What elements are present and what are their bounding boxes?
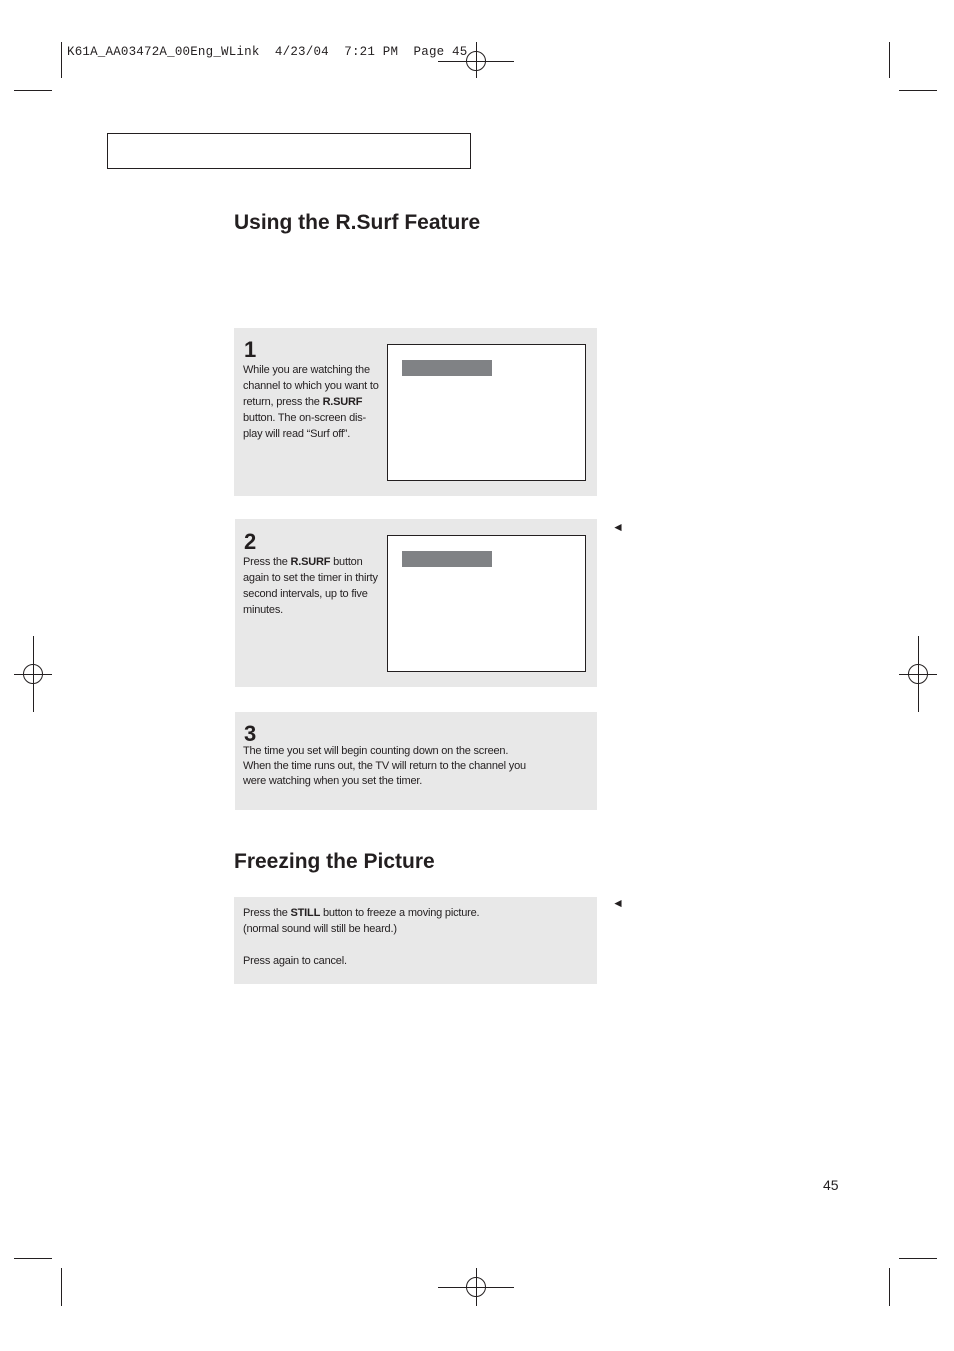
tv-screen-illustration xyxy=(387,344,586,481)
print-slug-line: K61A_AA03472A_00Eng_WLink 4/23/04 7:21 PM Page 45 xyxy=(67,45,468,59)
left-arrow-icon: ◄ xyxy=(612,896,624,910)
freeze-text: Press the STILL button to freeze a moving picture. (normal sound will still be heard.) Press again to cancel. xyxy=(243,907,480,967)
crop-mark xyxy=(61,42,62,78)
step-number: 3 xyxy=(244,721,257,746)
freeze-panel xyxy=(234,897,597,984)
crop-mark xyxy=(889,42,890,78)
step-text: The time you set will begin counting down on the screen. When the time runs out, the TV will return to the channel you were watching when you set the timer. xyxy=(243,745,526,787)
osd-bar xyxy=(402,360,492,376)
step-text: Press the R.SURF button again to set the timer in thirty second intervals, up to five minutes. xyxy=(243,556,378,616)
crop-mark xyxy=(889,1268,890,1306)
step-2-panel xyxy=(235,519,597,687)
rsurf-title: Using the R.Surf Feature xyxy=(234,211,481,234)
page-number: 45 xyxy=(823,1177,839,1193)
registration-circle-icon xyxy=(23,664,43,684)
crop-mark xyxy=(61,1268,62,1306)
crop-mark xyxy=(899,1258,937,1259)
osd-bar xyxy=(402,551,492,567)
registration-circle-icon xyxy=(466,51,486,71)
crop-mark xyxy=(14,90,52,91)
left-arrow-icon: ◄ xyxy=(612,520,624,534)
step-number: 1 xyxy=(244,337,257,362)
registration-circle-icon xyxy=(908,664,928,684)
section-header-box xyxy=(107,133,471,169)
freeze-title: Freezing the Picture xyxy=(234,850,435,873)
step-number: 2 xyxy=(244,529,257,554)
step-3-panel xyxy=(235,712,597,810)
tv-screen-illustration xyxy=(387,535,586,672)
crop-mark xyxy=(899,90,937,91)
crop-mark xyxy=(14,1258,52,1259)
step-text: While you are watching the channel to which you want to return, press the R.SURF button. The on-screen dis-play will read “Surf off”. xyxy=(243,364,379,440)
step-1-panel xyxy=(234,328,597,496)
registration-circle-icon xyxy=(466,1277,486,1297)
